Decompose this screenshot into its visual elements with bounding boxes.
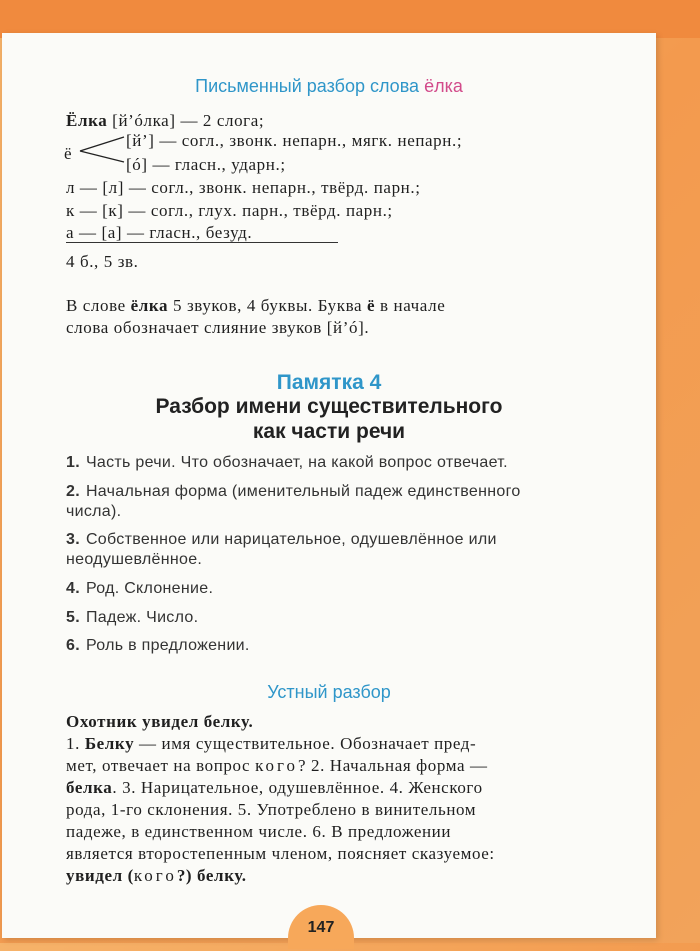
item-text: Роль в предложении.: [85, 637, 250, 654]
textbook-page: [2, 33, 656, 938]
summary-line-1: [66, 296, 445, 316]
item-number: 5.: [66, 609, 80, 626]
summary-line-2: слова обозначает слияние звуков [й’ó].: [66, 318, 370, 337]
memo-title: Памятка 4: [276, 371, 382, 394]
item-text: Часть речи. Что обозначает, на какой вопрос отвечает.: [85, 454, 508, 471]
oral-line-3: [66, 778, 483, 798]
oral-bold: ?) белку.: [176, 866, 247, 885]
summary-text: в начале: [375, 296, 446, 315]
title-prefix: Письменный разбор слова: [195, 76, 425, 96]
item-number: 2.: [66, 483, 80, 500]
written-analysis-title: [2, 76, 656, 97]
memo-item-5: [66, 609, 198, 627]
oral-text: — имя существительное. Обозначает пред-: [134, 734, 477, 753]
oral-text: мет, отвечает на вопрос: [66, 756, 256, 775]
oral-line-4: рода, 1-го склонения. 5. Употреблено в винительном: [66, 800, 477, 819]
memo-subtitle-2: как части речи: [252, 420, 406, 443]
yo-sound-2: [ó] — гласн., ударн.;: [126, 155, 286, 174]
yo-letter: ё: [64, 144, 73, 163]
branch-lines: [78, 131, 126, 169]
word-bold: Ёлка: [66, 111, 108, 130]
oral-line-5: падеже, в единственном числе. 6. В предложении: [66, 822, 452, 841]
memo-item-2-cont: числа).: [66, 503, 122, 520]
memo-subtitle-1: Разбор имени существительного: [155, 395, 503, 418]
oral-line-1: [66, 734, 476, 754]
letter-a-line: а — [а] — гласн., безуд.: [66, 223, 253, 242]
line1-rest: [й’óлка] — 2 слога;: [107, 111, 265, 130]
example-sentence: Охотник увидел белку.: [66, 712, 254, 731]
yo-sound-1: [й’] — согл., звонк. непарн., мягк. непарн.;: [126, 131, 463, 150]
oral-bold: Белку: [84, 734, 135, 753]
oral-bold: увидел (: [66, 866, 134, 885]
oral-text: ? 2. Начальная форма —: [298, 756, 488, 775]
summary-text: В слове: [66, 296, 131, 315]
letter-l-line: л — [л] — согл., звонк. непарн., твёрд. парн.;: [66, 178, 421, 197]
title-word: ёлка: [424, 76, 463, 96]
memo-item-3-cont: неодушевлённое.: [66, 551, 203, 568]
item-number: 6.: [66, 637, 80, 654]
item-text: Начальная форма (именительный падеж единственного: [85, 483, 521, 500]
oral-line-2: [66, 756, 488, 776]
summary-text: 5 звуков, 4 буквы. Буква: [168, 296, 368, 315]
oral-text: . 3. Нарицательное, одушевлённое. 4. Женского: [112, 778, 483, 797]
item-text: Собственное или нарицательное, одушевлённое или: [85, 531, 497, 548]
total-line: 4 б., 5 зв.: [66, 252, 139, 271]
oral-text: 1.: [66, 734, 85, 753]
item-text: Род. Склонение.: [85, 580, 214, 597]
memo-item-4: [66, 580, 213, 598]
summary-bold-word: ёлка: [130, 296, 169, 315]
memo-item-1: [66, 454, 508, 472]
memo-item-3: [66, 531, 497, 549]
letter-k-line: к — [к] — согл., глух. парн., твёрд. парн.;: [66, 201, 393, 220]
memo-item-6: [66, 637, 250, 655]
oral-spaced: кого: [255, 756, 299, 775]
summary-bold-letter: ё: [367, 296, 376, 315]
syllable-line: [66, 111, 264, 131]
oral-analysis-title: Устный разбор: [267, 682, 391, 702]
page-number: 147: [288, 905, 354, 949]
item-number: 4.: [66, 580, 80, 597]
item-number: 3.: [66, 531, 80, 548]
item-number: 1.: [66, 454, 80, 471]
item-text: Падеж. Число.: [85, 609, 199, 626]
memo-item-2: [66, 483, 521, 501]
divider-line: [66, 242, 338, 243]
oral-line-7: [66, 866, 247, 886]
oral-line-6: является второстепенным членом, поясняет сказуемое:: [66, 844, 495, 863]
oral-bold: белка: [66, 778, 113, 797]
oral-spaced: кого: [133, 866, 177, 885]
